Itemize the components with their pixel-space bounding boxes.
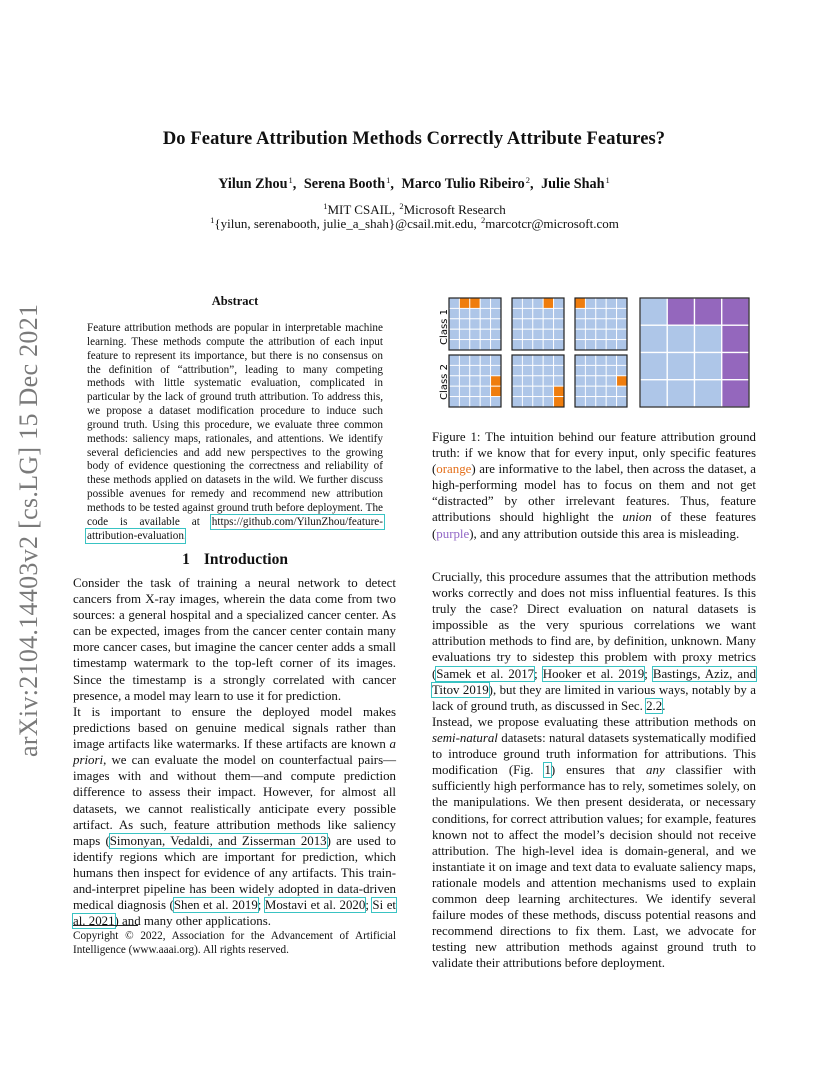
grid-cell (606, 397, 616, 407)
citation-link[interactable]: Bastings, Aziz, and Titov 2019 (432, 666, 757, 697)
grid-cell (596, 340, 606, 350)
grid-cell (522, 376, 532, 386)
attribution-union-grid (640, 298, 749, 407)
abstract-body (87, 322, 383, 544)
grid-cell (491, 298, 501, 308)
affiliation-mark: 1 (210, 215, 215, 225)
author-emails (0, 215, 828, 232)
intro-paragraph-1: Consider the task of training a neural network to detect cancers from X-ray images, wherein the data come from two sources: a general hospital and a specialized cancer center. As can be expected, images from the cancer center contain many more cancer cases, but imagine the cancer center adds a small timestamp watermark to the top-left corner of its images. Since the timestamp is a strongly correlated with cancer presence, a model may learn to use it for prediction. (73, 576, 396, 703)
paragraph-text: , we can evaluate the model on counterfactual pairs—images with and without them—and compute prediction difference to assess their impact. However, for almost all datasets, we cannot realistically anticipate every possible artifact. As such, feature attribution methods like saliency maps ( (73, 753, 396, 848)
abstract-text: Feature attribution methods are popular in interpretable machine learning. These methods compute the attribution of each input feature to represent its importance, but there is no consensus on the definition of “attribution”, leading to many competing methods with little systematic evaluation, complicated in particular by the lack of ground truth attribution. To address this, we propose a dataset modification procedure to induce such ground truth. Using this procedure, we evaluate three common methods: saliency maps, rationales, and attentions. We identify several deficiencies and add new perspectives to the growing body of evidence questioning the correctness and reliability of these methods applied on datasets in the wild. We further discuss possible avenues for remedy and recommend new attribution methods to be tested against ground truth before deployment. The code is available at (87, 322, 383, 528)
caption-text: ), and any attribution outside this area is misleading. (469, 526, 740, 541)
grid-cell (617, 355, 627, 365)
grid-cell (596, 376, 606, 386)
grid-cell (543, 376, 553, 386)
grid-cell (480, 397, 490, 407)
author-name: Yilun Zhou (218, 176, 288, 192)
section-number: 1 (182, 551, 190, 568)
grid-cell (522, 355, 532, 365)
grid-cell (459, 386, 469, 396)
grid-cell (470, 308, 480, 318)
grid-cell (480, 386, 490, 396)
grid-cell (554, 319, 564, 329)
grid-cell (522, 397, 532, 407)
right-paragraph-2 (432, 714, 756, 972)
grid-cell (543, 319, 553, 329)
author-affiliation-mark: 2 (525, 175, 530, 185)
paragraph-text: ), but they are limited in various ways, notably by a lack of ground truth, as discussed in Sec. (432, 682, 756, 713)
grid-cell (470, 340, 480, 350)
grid-cell (575, 365, 585, 375)
grid-cell (491, 376, 501, 386)
grid-cell (512, 386, 522, 396)
grid-cell (596, 386, 606, 396)
emphasis-text: a priori (73, 737, 396, 768)
grid-cell (695, 325, 722, 352)
grid-cell (554, 376, 564, 386)
grid-cell (459, 340, 469, 350)
grid-cell (533, 340, 543, 350)
intro-paragraph-2 (73, 704, 396, 929)
grid-cell (491, 397, 501, 407)
grid-cell (585, 397, 595, 407)
paragraph-text: ; (257, 898, 265, 913)
class-1-input-grid (512, 298, 564, 350)
grid-cell (554, 308, 564, 318)
grid-cell (543, 308, 553, 318)
emphasis-text: semi-natural (432, 731, 498, 746)
grid-cell (575, 319, 585, 329)
grid-cell (575, 308, 585, 318)
caption-text: of these features ( (432, 510, 756, 541)
grid-cell (543, 329, 553, 339)
grid-cell (596, 319, 606, 329)
grid-cell (575, 397, 585, 407)
grid-cell (459, 355, 469, 365)
email-group: {yilun, serenabooth, julie_a_shah}@csail.mit.edu, (214, 216, 480, 231)
figure-1-caption (432, 429, 756, 542)
figure-panels (449, 298, 749, 407)
grid-cell (512, 340, 522, 350)
grid-cell (575, 376, 585, 386)
grid-cell (459, 298, 469, 308)
grid-cell (480, 298, 490, 308)
grid-cell (470, 386, 480, 396)
grid-cell (533, 298, 543, 308)
grid-cell (617, 308, 627, 318)
grid-cell (533, 376, 543, 386)
grid-cell (449, 298, 459, 308)
author-list: Yilun Zhou$^1$, Serena Booth$^1$, Marco Tulio Ribeiro$^2$, Julie Shah$^1$ (218, 175, 610, 192)
grid-cell (722, 298, 749, 325)
grid-cell (585, 329, 595, 339)
grid-cell (522, 298, 532, 308)
class-2-input-grid (575, 355, 627, 407)
paragraph-text: Crucially, this procedure assumes that the attribution methods works correctly and does not miss influential features. Is this truly the case? Direct evaluation on natural datasets is impossible as the very spurious correlations we want attribution methods to find are, by definition, unknown. Many evaluations try to sidestep this problem with proxy metrics ( (432, 570, 756, 681)
author-affiliation-mark: 1 (605, 175, 610, 185)
grid-cell (585, 308, 595, 318)
grid-cell (575, 329, 585, 339)
affiliation-mark: 2 (399, 201, 404, 211)
paragraph-text: ) and many other applications. (114, 914, 271, 929)
grid-cell (606, 386, 616, 396)
grid-cell (554, 365, 564, 375)
grid-cell (512, 319, 522, 329)
paper-title: Do Feature Attribution Methods Correctly Attribute Features? (162, 129, 666, 149)
grid-cell (585, 340, 595, 350)
grid-cell (470, 365, 480, 375)
grid-cell (522, 319, 532, 329)
grid-cell (491, 329, 501, 339)
class-1-input-grid (575, 298, 627, 350)
grid-cell (554, 355, 564, 365)
section-title: Introduction (203, 551, 288, 568)
grid-cell (554, 329, 564, 339)
grid-cell (575, 298, 585, 308)
grid-cell (543, 355, 553, 365)
grid-cell (480, 355, 490, 365)
grid-cell (470, 376, 480, 386)
grid-cell (543, 386, 553, 396)
grid-cell (533, 365, 543, 375)
citation-link[interactable]: Si et al. 2021 (73, 898, 396, 929)
grid-cell (606, 308, 616, 318)
grid-cell (606, 340, 616, 350)
grid-cell (667, 298, 694, 325)
row-label-class-1: Class 1 (439, 309, 450, 345)
grid-cell (491, 355, 501, 365)
affiliation-name: MIT CSAIL, (327, 202, 399, 217)
grid-cell (522, 308, 532, 318)
grid-cell (480, 340, 490, 350)
affiliation-mark: 1 (323, 201, 328, 211)
grid-cell (606, 298, 616, 308)
grid-cell (491, 386, 501, 396)
grid-cell (459, 329, 469, 339)
grid-cell (596, 308, 606, 318)
paragraph-text: Instead, we propose evaluating these attribution methods on (432, 715, 756, 729)
grid-cell (480, 365, 490, 375)
affiliation-name: Microsoft Research (403, 202, 506, 217)
grid-cell (722, 325, 749, 352)
grid-cell (585, 319, 595, 329)
grid-cell (470, 355, 480, 365)
grid-cell (449, 319, 459, 329)
grid-cell (533, 319, 543, 329)
figure-reference-link[interactable]: 1 (544, 763, 551, 778)
grid-cell (585, 355, 595, 365)
grid-cell (491, 365, 501, 375)
grid-cell (617, 365, 627, 375)
grid-cell (575, 340, 585, 350)
grid-cell (543, 298, 553, 308)
citation-link[interactable]: Shen et al. 2019 (173, 898, 258, 913)
class-2-input-grid (512, 355, 564, 407)
grid-cell (606, 329, 616, 339)
grid-cell (606, 355, 616, 365)
grid-cell (722, 353, 749, 380)
grid-cell (533, 386, 543, 396)
grid-cell (554, 386, 564, 396)
grid-cell (695, 353, 722, 380)
grid-cell (470, 329, 480, 339)
grid-cell (470, 298, 480, 308)
grid-cell (617, 298, 627, 308)
grid-cell (575, 355, 585, 365)
grid-cell (512, 329, 522, 339)
grid-cell (543, 340, 553, 350)
grid-cell (449, 397, 459, 407)
emphasis-text: any (646, 763, 665, 778)
abstract-period: . (183, 529, 187, 542)
grid-cell (722, 380, 749, 407)
right-paragraph-1 (432, 569, 756, 714)
paragraph-text: It is important to ensure the deployed model makes predictions based on genuine medical signals rather than image artifacts like watermarks. If these artifacts are known (73, 705, 396, 752)
grid-cell (585, 298, 595, 308)
caption-color-word-purple: purple (436, 526, 470, 541)
grid-cell (543, 365, 553, 375)
paragraph-text: ; (644, 666, 653, 681)
grid-cell (512, 355, 522, 365)
section-reference-link[interactable]: 2.2 (646, 698, 663, 713)
grid-cell (617, 386, 627, 396)
author-name: Julie Shah (541, 176, 605, 192)
grid-cell (640, 298, 667, 325)
email: marcotcr@microsoft.com (485, 216, 619, 231)
grid-cell (617, 376, 627, 386)
caption-color-word-orange: orange (436, 462, 472, 477)
grid-cell (480, 376, 490, 386)
grid-cell (491, 319, 501, 329)
citation-link[interactable]: Simonyan, Vedaldi, and Zisserman 2013 (109, 833, 327, 848)
grid-cell (512, 376, 522, 386)
grid-cell (585, 386, 595, 396)
grid-cell (512, 298, 522, 308)
copyright-footnote: Copyright © 2022, Association for the Advancement of Artificial Intelligence (www.aaai.org). All rights reserved. (73, 930, 396, 956)
grid-cell (512, 365, 522, 375)
caption-text: Figure 1: The intuition behind our feature attribution ground truth: if we know that for every input, only specific features ( (432, 430, 756, 477)
grid-cell (522, 365, 532, 375)
author-name: Marco Tulio Ribeiro (401, 176, 525, 192)
grid-cell (667, 353, 694, 380)
grid-cell (533, 329, 543, 339)
grid-cell (449, 365, 459, 375)
grid-cell (491, 308, 501, 318)
grid-cell (554, 340, 564, 350)
grid-cell (522, 329, 532, 339)
code-url-link[interactable]: https://github.com/YilunZhou/feature-attribution-evaluation (87, 515, 383, 542)
grid-cell (606, 376, 616, 386)
grid-cell (449, 308, 459, 318)
grid-cell (640, 353, 667, 380)
grid-cell (459, 376, 469, 386)
emphasis-text: union (622, 510, 652, 525)
section-heading-introduction (73, 551, 397, 569)
grid-cell (533, 397, 543, 407)
grid-cell (512, 397, 522, 407)
row-label-class-2: Class 2 (439, 364, 450, 400)
arxiv-stamp: arXiv:2104.14403v2 [cs.LG] 15 Dec 2021 (14, 303, 43, 757)
paragraph-text: classifier with sufficiently high performance has to rely, sometimes solely, on the manipulations. We then present desiderata, or necessary conditions, for correct attribution values; for example, features known not to affect the model’s decision should not receive attribution. The high-level idea is domain-general, and we instantiate it on image and text data to evaluate saliency maps, rationale models and attention mechanisms used to explain common deep learning architectures. We identify several failure modes of these methods, discuss potential reasons and recommend directions to fix them. Last, we advocate for testing new attribution methods against ground truth to validate their attributions before deployment. (432, 763, 757, 971)
grid-cell (449, 355, 459, 365)
grid-cell (585, 365, 595, 375)
grid-cell (554, 298, 564, 308)
grid-cell (617, 340, 627, 350)
grid-cell (449, 340, 459, 350)
citation-link[interactable]: Mostavi et al. 2020 (264, 898, 366, 913)
author-affiliation-mark: 1 (386, 175, 391, 185)
grid-cell (596, 355, 606, 365)
grid-cell (480, 319, 490, 329)
grid-cell (695, 298, 722, 325)
grid-cell (522, 340, 532, 350)
grid-cell (554, 397, 564, 407)
grid-cell (667, 380, 694, 407)
grid-cell (522, 386, 532, 396)
caption-text: ) are informative to the label, then across the dataset, a high-performing model has to focus on them and not get “distracted” by other irrelevant features. Thus, feature attributions should highlight the (432, 462, 756, 525)
grid-cell (533, 355, 543, 365)
grid-cell (470, 397, 480, 407)
grid-cell (596, 329, 606, 339)
grid-cell (491, 340, 501, 350)
grid-cell (596, 365, 606, 375)
grid-cell (596, 298, 606, 308)
class-2-input-grid (449, 355, 501, 407)
grid-cell (617, 397, 627, 407)
paragraph-text: ) ensures that (550, 763, 647, 778)
citation-link[interactable]: Samek et al. 2017 (436, 666, 535, 681)
grid-cell (449, 376, 459, 386)
grid-cell (617, 329, 627, 339)
paragraph-text: ) are used to identify regions which are important for prediction, which humans then inspect for evidence of any artifacts. This train-and-interpret pipeline has been widely adopted in data-driven medical diagnosis ( (73, 833, 396, 913)
grid-cell (640, 325, 667, 352)
grid-cell (596, 397, 606, 407)
grid-cell (459, 365, 469, 375)
grid-cell (606, 365, 616, 375)
paragraph-text: . (662, 698, 666, 713)
paragraph-text: ; (534, 666, 543, 681)
grid-cell (459, 319, 469, 329)
paragraph-text: ; (365, 898, 373, 913)
affiliation-mark: 2 (481, 215, 486, 225)
grid-cell (470, 319, 480, 329)
grid-cell (459, 397, 469, 407)
grid-cell (585, 376, 595, 386)
grid-cell (449, 329, 459, 339)
grid-cell (606, 319, 616, 329)
citation-link[interactable]: Hooker et al. 2019 (542, 666, 645, 681)
grid-cell (543, 397, 553, 407)
grid-cell (640, 380, 667, 407)
figure-1-grid-illustration (432, 295, 758, 415)
grid-cell (449, 386, 459, 396)
class-1-input-grid (449, 298, 501, 350)
author-name: Serena Booth (303, 176, 386, 192)
paragraph-text: datasets: natural datasets systematically modified to introduce ground truth information for attributions. This modification (Fig. (432, 731, 756, 778)
grid-cell (695, 380, 722, 407)
grid-cell (575, 386, 585, 396)
grid-cell (480, 329, 490, 339)
abstract-heading: Abstract (211, 294, 259, 308)
author-affiliation-mark: 1 (288, 175, 293, 185)
grid-cell (533, 308, 543, 318)
grid-cell (459, 308, 469, 318)
grid-cell (480, 308, 490, 318)
footnote-rule (73, 925, 138, 926)
grid-cell (512, 308, 522, 318)
grid-cell (617, 319, 627, 329)
grid-cell (667, 325, 694, 352)
